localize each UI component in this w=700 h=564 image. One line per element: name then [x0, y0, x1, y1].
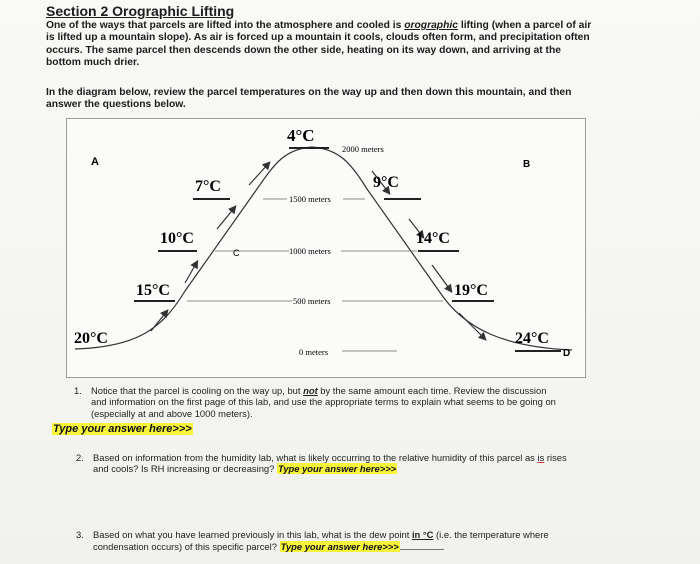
temp-base-right: 24°C: [515, 330, 549, 347]
altitude-label-2000: 2000 meters: [342, 144, 384, 154]
intro-text-1: One of the ways that parcels are lifted into the atmosphere and cooled is: [46, 20, 405, 31]
mountain-diagram: [66, 118, 586, 378]
point-label-c: C: [233, 248, 240, 258]
question-3: 3. Based on what you have learned previously in this lab, what is the dew point in °C (i.e. the temperature where condensation occurs) of this specific parcel? Type your answer here>>>: [76, 529, 549, 553]
arrow-up-4: [249, 163, 269, 185]
temp-up-500: 15°C: [136, 282, 170, 299]
arrow-up-1: [151, 311, 167, 331]
arrow-up-2: [185, 262, 197, 283]
question-1: 1. Notice that the parcel is cooling on the way up, but not by the same amount each time. Review the discussion and information on the first page of this lab, and use the appropriate terms to explain what seems to be going on (especially at and above 1000 meters).: [74, 385, 556, 419]
answer-field-2[interactable]: Type your answer here>>>: [277, 463, 397, 475]
intro-text-2: lifting (when a parcel of air is lifted up a mountain slope). As air is forced up a mountain it cools, clouds often form, and precipitation often occurs. The same parcel then descends down the other side, heating on its way down, and arriving at the bottom much drier.: [46, 20, 592, 69]
question-2-number: 2.: [76, 452, 84, 463]
point-label-b: B: [523, 159, 531, 170]
answer-field-3[interactable]: Type your answer here>>>: [280, 541, 399, 553]
intro-paragraph: [46, 20, 594, 70]
arrow-down-4: [459, 313, 485, 339]
question-2: 2. Based on information from the humidity lab, what is likely occurring to the relative humidity of this parcel as is rises and cools? Is RH increasing or decreasing? Type your answer here>>>: [76, 452, 567, 475]
temp-down-1500: 9°C: [373, 174, 399, 191]
point-label-d: D: [563, 348, 571, 359]
temp-down-1000: 14°C: [416, 230, 450, 247]
mountain-svg: [67, 119, 585, 377]
altitude-label-0: 0 meters: [299, 347, 329, 357]
section-title: Section 2 Orographic Lifting: [46, 3, 235, 19]
intro-emphasis: orographic: [404, 20, 458, 31]
altitude-label-1000: 1000 meters: [289, 246, 331, 256]
answer-field-1[interactable]: Type your answer here>>>: [53, 423, 192, 435]
temp-down-500: 19°C: [454, 282, 488, 299]
question-1-number: 1.: [74, 385, 82, 396]
point-label-a: A: [91, 156, 99, 168]
temp-base-left: 20°C: [74, 330, 108, 347]
question-1-emphasis: not: [303, 385, 318, 396]
temp-peak: 4°C: [287, 126, 315, 145]
question-3-number: 3.: [76, 529, 84, 540]
altitude-label-500: 500 meters: [293, 296, 331, 306]
instruction-paragraph: In the diagram below, review the parcel temperatures on the way up and then down this mountain, and then answer the questions below.: [46, 87, 572, 111]
answer-underline: [400, 540, 444, 550]
arrow-up-3: [217, 207, 235, 229]
arrow-down-3: [432, 265, 451, 291]
temp-up-1500: 7°C: [195, 178, 221, 195]
altitude-label-1500: 1500 meters: [289, 194, 331, 204]
temp-up-1000: 10°C: [160, 230, 194, 247]
